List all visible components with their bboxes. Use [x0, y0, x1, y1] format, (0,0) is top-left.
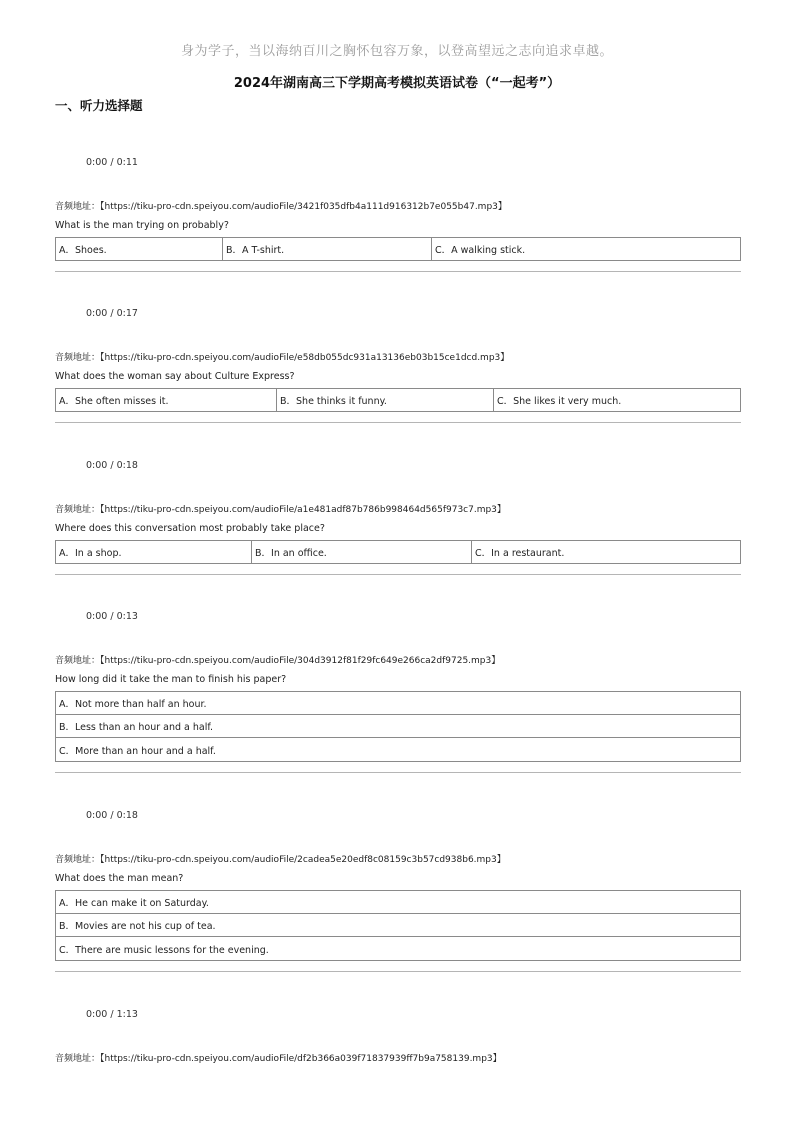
audio-url: 音频地址：【https://tiku-pro-cdn.speiyou.com/audioFile/304d3912f81f29fc649e266ca2df9725.mp3】 — [55, 656, 501, 666]
question-stem: What is the man trying on probably? — [55, 220, 229, 231]
audio-url: 音频地址：【https://tiku-pro-cdn.speiyou.com/audioFile/a1e481adf87b786b998464d565f973c7.mp3】 — [55, 505, 506, 515]
audio-player-time[interactable]: 0:00 / 0:11 — [86, 157, 138, 168]
question-divider — [55, 772, 741, 773]
audio-url: 音频地址：【https://tiku-pro-cdn.speiyou.com/audioFile/df2b366a039f71837939ff7b9a758139.mp3】 — [55, 1054, 502, 1064]
option-b[interactable]: B．In an office. — [252, 541, 472, 563]
option-a[interactable]: A．Not more than half an hour. — [56, 692, 740, 715]
options-table — [55, 890, 741, 961]
option-c[interactable]: C．A walking stick. — [435, 245, 526, 256]
option-c[interactable]: C．There are music lessons for the evening. — [59, 944, 269, 956]
audio-url: 音频地址：【https://tiku-pro-cdn.speiyou.com/audioFile/2cadea5e20edf8c08159c3b57cd938b6.mp3】 — [55, 855, 506, 865]
question-divider — [55, 422, 741, 423]
audio-player-time[interactable]: 0:00 / 0:18 — [86, 810, 138, 821]
question-stem: What does the woman say about Culture Express? — [55, 371, 295, 382]
option-a[interactable]: A．Shoes. — [56, 238, 223, 260]
option-b[interactable]: B．Movies are not his cup of tea. — [56, 914, 740, 937]
options-table — [55, 237, 741, 261]
option-a[interactable]: A．She often misses it. — [56, 389, 277, 411]
audio-player-time[interactable]: 0:00 / 1:13 — [86, 1009, 138, 1020]
question-divider — [55, 971, 741, 972]
audio-player-time[interactable]: 0:00 / 0:17 — [86, 308, 138, 319]
option-b[interactable]: B．She thinks it funny. — [277, 389, 494, 411]
question-stem: How long did it take the man to finish his paper? — [55, 674, 287, 685]
option-c[interactable]: C．She likes it very much. — [497, 396, 622, 407]
option-c[interactable]: C．In a restaurant. — [475, 548, 565, 559]
option-a[interactable]: A．In a shop. — [56, 541, 252, 563]
option-a[interactable]: A．He can make it on Saturday. — [56, 891, 740, 914]
header-motto: 身为学子，当以海纳百川之胸怀包容万象，以登高望远之志向追求卓越。 — [180, 44, 613, 59]
question-stem: What does the man mean? — [55, 873, 184, 884]
audio-player-time[interactable]: 0:00 / 0:18 — [86, 460, 138, 471]
option-b[interactable]: B．A T-shirt. — [223, 238, 432, 260]
options-table — [55, 540, 741, 564]
options-table — [55, 691, 741, 762]
question-divider — [55, 574, 741, 575]
page-title: 2024年湖南高三下学期高考模拟英语试卷（“一起考”） — [233, 76, 561, 91]
options-table — [55, 388, 741, 412]
section-heading: 一、听力选择题 — [55, 98, 143, 113]
question-divider — [55, 271, 741, 272]
audio-url: 音频地址：【https://tiku-pro-cdn.speiyou.com/audioFile/e58db055dc931a13136eb03b15ce1dcd.mp3】 — [55, 353, 510, 363]
audio-player-time[interactable]: 0:00 / 0:13 — [86, 611, 138, 622]
question-stem: Where does this conversation most probably take place? — [55, 523, 325, 534]
option-c[interactable]: C．More than an hour and a half. — [59, 745, 216, 757]
option-b[interactable]: B．Less than an hour and a half. — [56, 715, 740, 738]
audio-url: 音频地址：【https://tiku-pro-cdn.speiyou.com/audioFile/3421f035dfb4a111d916312b7e055b47.mp3】 — [55, 202, 507, 212]
